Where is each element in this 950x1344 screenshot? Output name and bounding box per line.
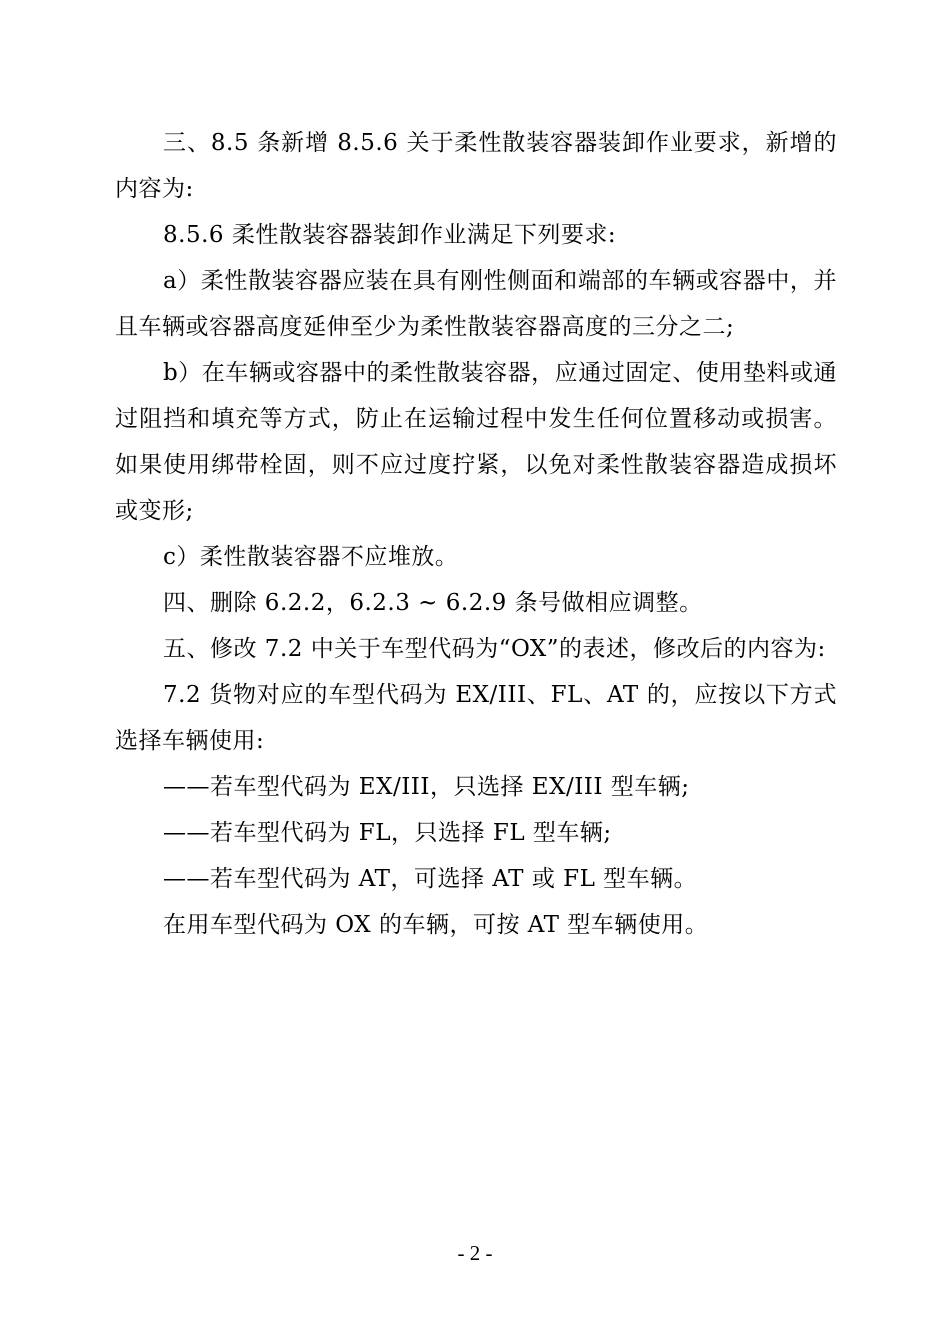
paragraph-7-2: 7.2 货物对应的车型代码为 EX/III、FL、AT 的，应按以下方式选择车辆使用: — [115, 682, 837, 754]
paragraph-dash-at: ——若车型代码为 AT，可选择 AT 或 FL 型车辆。 — [163, 866, 698, 892]
document-body — [115, 120, 837, 948]
paragraph-section-5: 五、修改 7.2 中关于车型代码为“OX”的表述，修改后的内容为: — [163, 636, 826, 662]
paragraph-8-5-6-heading: 8.5.6 柔性散装容器装卸作业满足下列要求: — [163, 222, 617, 248]
paragraph-dash-fl: ——若车型代码为 FL，只选择 FL 型车辆; — [163, 820, 612, 846]
page-number: - 2 - — [457, 1241, 493, 1265]
paragraph-item-b: b）在车辆或容器中的柔性散装容器，应通过固定、使用垫料或通过阻挡和填充等方式，防止在运输过程中发生任何位置移动或损害。如果使用绑带栓固，则不应过度拧紧，以免对柔性散装容器造成损坏或变形; — [115, 360, 837, 524]
paragraph-section-4: 四、删除 6.2.2，6.2.3 ~ 6.2.9 条号做相应调整。 — [163, 590, 703, 616]
paragraph-ox-usage: 在用车型代码为 OX 的车辆，可按 AT 型车辆使用。 — [163, 912, 709, 938]
paragraph-item-a: a）柔性散装容器应装在具有刚性侧面和端部的车辆或容器中，并且车辆或容器高度延伸至少为柔性散装容器高度的三分之二; — [115, 268, 837, 340]
paragraph-dash-ex-iii: ——若车型代码为 EX/III，只选择 EX/III 型车辆; — [163, 774, 690, 800]
paragraph-section-3: 三、8.5 条新增 8.5.6 关于柔性散装容器装卸作业要求，新增的内容为: — [115, 130, 837, 202]
paragraph-item-c: c）柔性散装容器不应堆放。 — [163, 544, 459, 570]
